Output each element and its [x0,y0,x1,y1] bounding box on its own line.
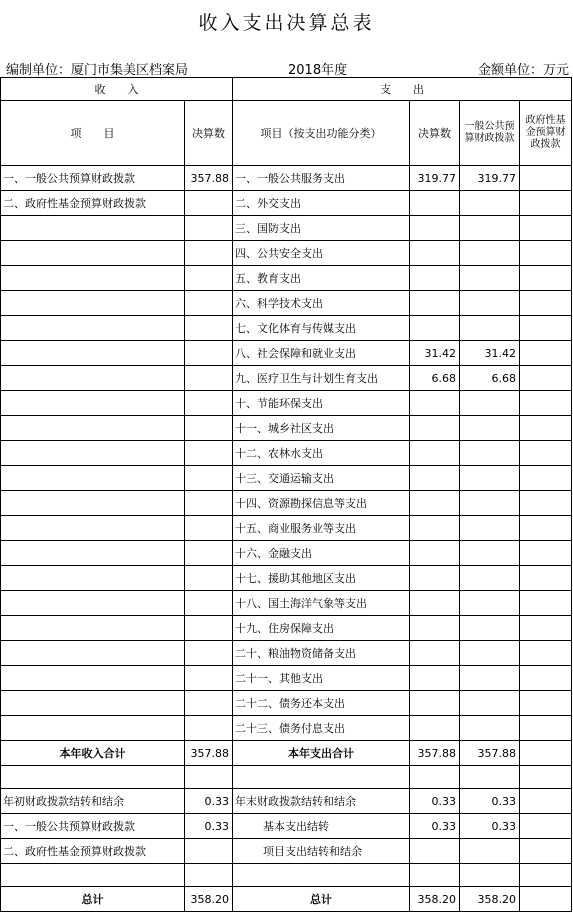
cell-income-amount [185,516,233,541]
cell-expense-item: 十九、住房保障支出 [233,616,410,641]
cell-expense-amount: 358.20 [410,887,460,912]
cell-expense-item [233,766,410,789]
cell-income-item [1,691,185,716]
cell-gov-fund [520,741,572,766]
table-row [1,316,572,341]
cell-expense-amount [410,541,460,566]
cell-income-amount [185,591,233,616]
cell-income-item [1,416,185,441]
cell-gov-fund [520,466,572,491]
cell-general-budget [460,216,520,241]
cell-general-budget [460,316,520,341]
cell-gov-fund [520,566,572,591]
table-row [1,666,572,691]
page-title: 收入支出决算总表 [198,12,375,34]
cell-expense-amount: 6.68 [410,366,460,391]
cell-gov-fund [520,316,572,341]
cell-expense-amount [410,666,460,691]
cell-expense-item: 十二、农林水支出 [233,441,410,466]
income-amount-header: 决算数 [185,101,233,166]
table-row [1,366,572,391]
cell-gov-fund [520,241,572,266]
cell-general-budget [460,391,520,416]
cell-income-amount [185,541,233,566]
cell-expense-amount [410,864,460,887]
cell-expense-amount [410,291,460,316]
cell-expense-amount [410,566,460,591]
table-row [1,291,572,316]
cell-general-budget [460,766,520,789]
cell-gov-fund [520,616,572,641]
cell-expense-item: 二十三、债务付息支出 [233,716,410,741]
cell-expense-item: 年末财政拨款结转和结余 [233,789,410,814]
table-row [1,416,572,441]
cell-gov-fund [520,166,572,191]
general-budget-header: 一般公共预算财政拨款 [460,101,520,166]
cell-gov-fund [520,441,572,466]
cell-expense-amount [410,591,460,616]
cell-income-amount [185,316,233,341]
cell-income-amount [185,864,233,887]
cell-income-item [1,566,185,591]
cell-income-amount: 0.33 [185,789,233,814]
money-unit: 金额单位：万元 [477,63,569,78]
table-row [1,466,572,491]
cell-general-budget: 0.33 [460,789,520,814]
cell-general-budget [460,691,520,716]
expense-item-header: 项目（按支出功能分类） [233,101,410,166]
cell-expense-item: 十五、商业服务业等支出 [233,516,410,541]
cell-gov-fund [520,216,572,241]
cell-gov-fund [520,839,572,864]
cell-income-item [1,316,185,341]
cell-income-item [1,516,185,541]
year-total-row [1,741,572,766]
cell-expense-item: 六、科学技术支出 [233,291,410,316]
cell-expense-item: 基本支出结转 [233,814,410,839]
cell-income-amount [185,191,233,216]
cell-expense-amount [410,466,460,491]
spacer-row [1,766,572,789]
expense-amount-header: 决算数 [410,101,460,166]
cell-general-budget [460,266,520,291]
cell-income-item [1,466,185,491]
carry-row [1,839,572,864]
cell-expense-amount [410,191,460,216]
cell-general-budget: 357.88 [460,741,520,766]
cell-expense-item: 十四、资源勘探信息等支出 [233,491,410,516]
cell-income-amount [185,241,233,266]
cell-gov-fund [520,366,572,391]
income-item-header: 项 目 [1,101,185,166]
cell-income-item: 年初财政拨款结转和结余 [1,789,185,814]
cell-income-item [1,291,185,316]
cell-income-amount [185,666,233,691]
cell-gov-fund [520,887,572,912]
cell-expense-item: 十七、援助其他地区支出 [233,566,410,591]
fiscal-year: 2018年度 [288,63,348,78]
cell-expense-item: 二十、粮油物资储备支出 [233,641,410,666]
table-row [1,341,572,366]
table-row [1,566,572,591]
spacer-row [1,864,572,887]
cell-general-budget [460,491,520,516]
cell-expense-amount [410,491,460,516]
table-row [1,241,572,266]
cell-income-item [1,491,185,516]
cell-expense-item: 一、一般公共服务支出 [233,166,410,191]
cell-income-amount: 357.88 [185,741,233,766]
cell-general-budget [460,541,520,566]
cell-general-budget [460,716,520,741]
cell-income-amount [185,641,233,666]
cell-expense-amount: 31.42 [410,341,460,366]
cell-general-budget [460,641,520,666]
cell-expense-amount [410,216,460,241]
cell-income-item [1,366,185,391]
cell-general-budget [460,241,520,266]
cell-expense-item: 十三、交通运输支出 [233,466,410,491]
grand-total-row [1,887,572,912]
cell-income-amount [185,566,233,591]
cell-income-amount: 357.88 [185,166,233,191]
cell-income-item: 本年收入合计 [1,741,185,766]
cell-gov-fund [520,766,572,789]
cell-gov-fund [520,191,572,216]
cell-gov-fund [520,516,572,541]
table-row [1,266,572,291]
cell-expense-item: 二十二、债务还本支出 [233,691,410,716]
cell-general-budget: 31.42 [460,341,520,366]
cell-income-amount [185,441,233,466]
cell-income-amount [185,266,233,291]
cell-expense-item: 七、文化体育与传媒支出 [233,316,410,341]
cell-general-budget: 319.77 [460,166,520,191]
cell-expense-amount [410,641,460,666]
cell-general-budget [460,839,520,864]
cell-income-amount [185,716,233,741]
cell-expense-amount [410,839,460,864]
income-group-header: 收 入 [1,78,233,101]
cell-expense-item: 总计 [233,887,410,912]
cell-expense-item: 十一、城乡社区支出 [233,416,410,441]
cell-income-amount: 0.33 [185,814,233,839]
cell-income-item [1,591,185,616]
table-row [1,716,572,741]
table-row [1,441,572,466]
cell-expense-item: 十八、国土海洋气象等支出 [233,591,410,616]
cell-general-budget [460,416,520,441]
cell-income-amount [185,691,233,716]
cell-expense-amount: 0.33 [410,814,460,839]
cell-expense-amount [410,416,460,441]
cell-income-amount [185,366,233,391]
cell-gov-fund [520,266,572,291]
cell-general-budget [460,291,520,316]
cell-gov-fund [520,591,572,616]
cell-expense-amount [410,441,460,466]
cell-expense-amount [410,241,460,266]
table-row [1,541,572,566]
cell-income-item [1,216,185,241]
cell-gov-fund [520,416,572,441]
cell-income-item: 一、一般公共预算财政拨款 [1,814,185,839]
cell-income-amount: 358.20 [185,887,233,912]
cell-expense-amount [410,316,460,341]
cell-expense-item [233,864,410,887]
cell-income-amount [185,416,233,441]
carry-row [1,789,572,814]
cell-general-budget: 0.33 [460,814,520,839]
table-row [1,491,572,516]
table-row [1,591,572,616]
cell-income-item [1,541,185,566]
cell-gov-fund [520,641,572,666]
table-row [1,216,572,241]
cell-gov-fund [520,789,572,814]
cell-expense-amount [410,766,460,789]
cell-expense-item: 二十一、其他支出 [233,666,410,691]
cell-income-item [1,391,185,416]
cell-gov-fund [520,291,572,316]
cell-general-budget [460,591,520,616]
cell-general-budget [460,864,520,887]
cell-expense-amount [410,516,460,541]
cell-expense-amount [410,616,460,641]
cell-income-amount [185,216,233,241]
cell-gov-fund [520,814,572,839]
cell-gov-fund [520,491,572,516]
cell-income-amount [185,341,233,366]
cell-income-amount [185,766,233,789]
cell-income-item [1,766,185,789]
cell-income-item: 二、政府性基金预算财政拨款 [1,839,185,864]
cell-income-item [1,641,185,666]
cell-expense-item: 四、公共安全支出 [233,241,410,266]
cell-expense-item: 项目支出结转和结余 [233,839,410,864]
cell-general-budget [460,516,520,541]
cell-income-item [1,241,185,266]
cell-gov-fund [520,541,572,566]
cell-income-item: 一、一般公共预算财政拨款 [1,166,185,191]
cell-general-budget [460,666,520,691]
cell-expense-amount [410,391,460,416]
cell-expense-item: 二、外交支出 [233,191,410,216]
cell-income-amount [185,839,233,864]
cell-income-amount [185,616,233,641]
cell-general-budget [460,616,520,641]
cell-general-budget [460,566,520,591]
cell-income-item [1,666,185,691]
cell-expense-amount: 319.77 [410,166,460,191]
cell-general-budget [460,441,520,466]
cell-general-budget [460,191,520,216]
cell-expense-item: 三、国防支出 [233,216,410,241]
cell-expense-item: 八、社会保障和就业支出 [233,341,410,366]
cell-expense-item: 五、教育支出 [233,266,410,291]
cell-expense-amount [410,716,460,741]
cell-gov-fund [520,341,572,366]
gov-fund-header: 政府性基金预算财政拨款 [520,101,572,166]
table-row [1,516,572,541]
carry-row [1,814,572,839]
cell-expense-amount [410,691,460,716]
table-row [1,616,572,641]
cell-income-item [1,341,185,366]
table-row [1,191,572,216]
table-row [1,691,572,716]
cell-income-amount [185,291,233,316]
cell-income-item [1,266,185,291]
cell-expense-amount: 357.88 [410,741,460,766]
cell-general-budget: 6.68 [460,366,520,391]
cell-income-item [1,864,185,887]
budget-table [0,77,572,912]
cell-income-item [1,616,185,641]
cell-expense-item: 九、医疗卫生与计划生育支出 [233,366,410,391]
cell-income-amount [185,466,233,491]
cell-income-item: 二、政府性基金预算财政拨款 [1,191,185,216]
cell-gov-fund [520,864,572,887]
cell-income-amount [185,491,233,516]
cell-income-item [1,716,185,741]
cell-expense-item: 本年支出合计 [233,741,410,766]
cell-gov-fund [520,391,572,416]
cell-expense-item: 十六、金融支出 [233,541,410,566]
cell-income-amount [185,391,233,416]
cell-general-budget: 358.20 [460,887,520,912]
table-row [1,166,572,191]
cell-income-item: 总计 [1,887,185,912]
cell-expense-amount: 0.33 [410,789,460,814]
cell-general-budget [460,466,520,491]
table-row [1,641,572,666]
cell-gov-fund [520,691,572,716]
expense-group-header: 支 出 [233,78,572,101]
cell-gov-fund [520,716,572,741]
cell-income-item [1,441,185,466]
cell-gov-fund [520,666,572,691]
compiling-unit: 编制单位：厦门市集美区档案局 [6,63,189,78]
cell-expense-item: 十、节能环保支出 [233,391,410,416]
table-row [1,391,572,416]
cell-expense-amount [410,266,460,291]
